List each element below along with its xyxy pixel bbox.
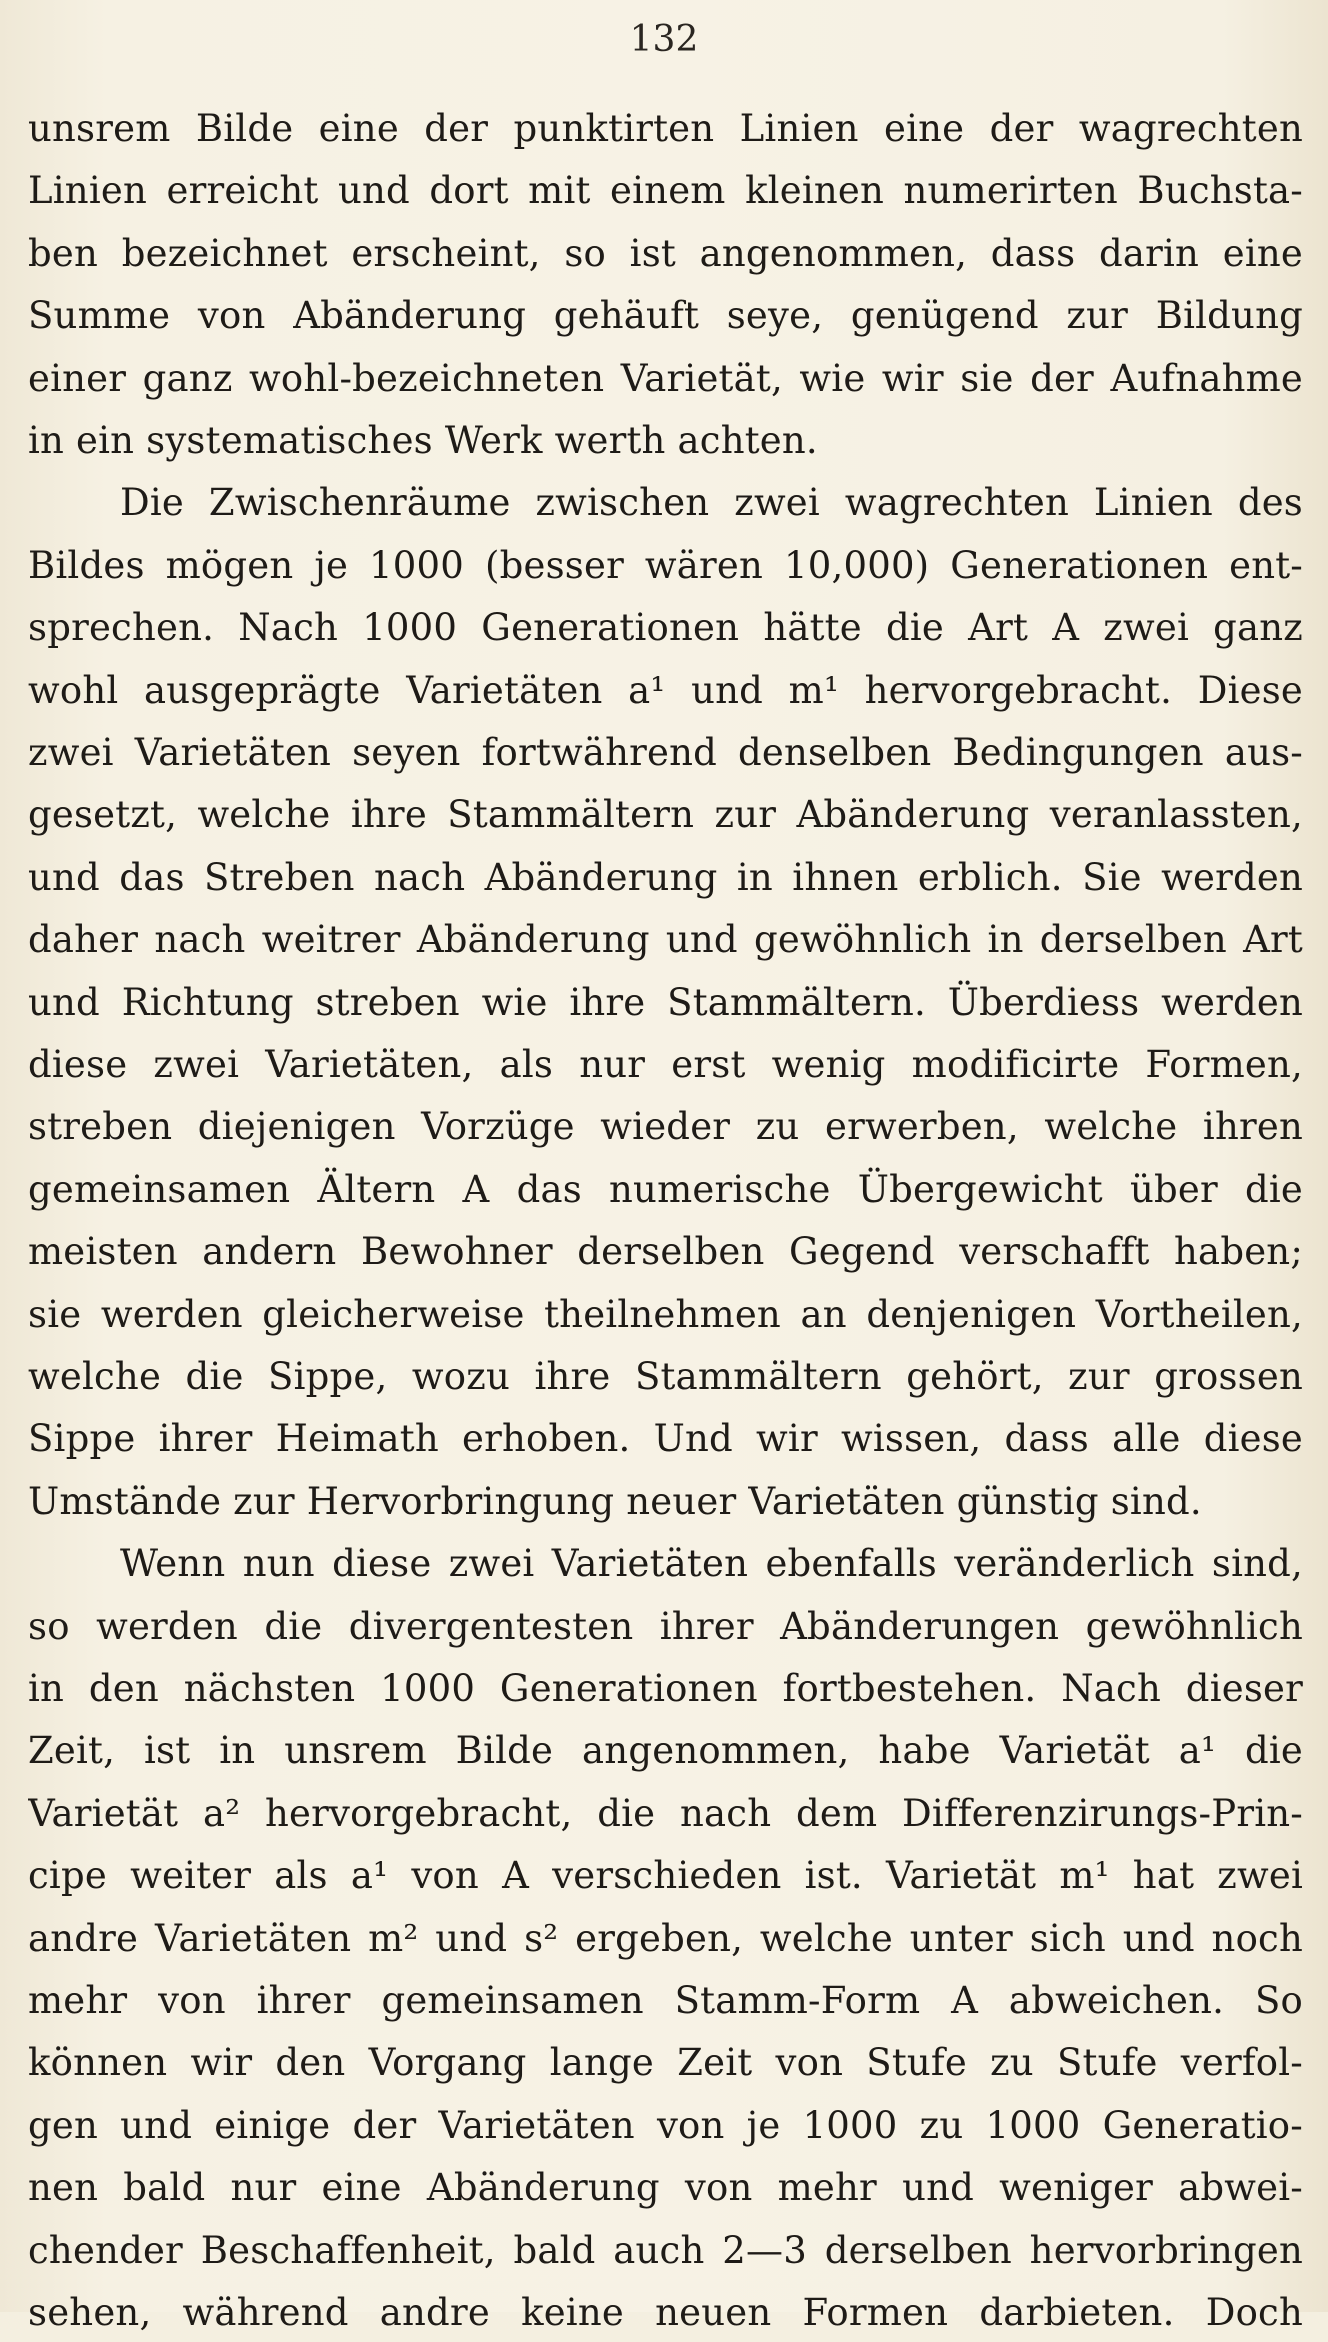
text-line: andre Varietäten m² und s² ergeben, welche unter sich und noch bbox=[28, 1916, 1303, 1960]
text-line: können wir den Vorgang lange Zeit von Stufe zu Stufe verfol- bbox=[28, 2041, 1303, 2085]
text-line: Varietät a² hervorgebracht, die nach dem Differenzirungs-Prin- bbox=[28, 1791, 1303, 1835]
text-line: sie werden gleicherweise theilnehmen an denjenigen Vortheilen, bbox=[28, 1292, 1303, 1336]
text-line: in ein systematisches Werk werth achten. bbox=[28, 419, 818, 462]
text-line: einer ganz wohl-bezeichneten Varietät, wie wir sie der Aufnahme bbox=[28, 356, 1303, 400]
text-line: unsrem Bilde eine der punktirten Linien eine der wagrechten bbox=[28, 107, 1303, 150]
page-number: 132 bbox=[629, 19, 699, 60]
text-line: Wenn nun diese zwei Varietäten ebenfalls veränderlich sind, bbox=[120, 1542, 1303, 1586]
text-line: Bildes mögen je 1000 (besser wären 10,000) Generationen ent- bbox=[28, 543, 1303, 587]
text-line: Die Zwischenräume zwischen zwei wagrechten Linien des bbox=[120, 481, 1303, 525]
text-line: Umstände zur Hervorbringung neuer Varietäten günstig sind. bbox=[28, 1479, 1202, 1523]
text-line: gesetzt, welche ihre Stammältern zur Abänderung veranlassten, bbox=[28, 793, 1303, 837]
text-line: gen und einige der Varietäten von je 1000 zu 1000 Generatio- bbox=[28, 2103, 1303, 2147]
text-line: und das Streben nach Abänderung in ihnen erblich. Sie werden bbox=[28, 855, 1303, 899]
text-line: gemeinsamen Ältern A das numerische Übergewicht über die bbox=[28, 1167, 1303, 1211]
text-line: Sippe ihrer Heimath erhoben. Und wir wissen, dass alle diese bbox=[28, 1417, 1303, 1461]
text-line: zwei Varietäten seyen fortwährend denselben Bedingungen aus- bbox=[28, 731, 1303, 774]
text-line: mehr von ihrer gemeinsamen Stamm-Form A abweichen. So bbox=[28, 1979, 1303, 2022]
text-line: und Richtung streben wie ihre Stammältern. Überdiess werden bbox=[28, 980, 1303, 1024]
text-line: sprechen. Nach 1000 Generationen hätte die Art A zwei ganz bbox=[28, 606, 1303, 650]
text-line: diese zwei Varietäten, als nur erst wenig modificirte Formen, bbox=[28, 1043, 1303, 1086]
text-line: Zeit, ist in unsrem Bilde angenommen, habe Varietät a¹ die bbox=[28, 1729, 1303, 1773]
text-line: daher nach weitrer Abänderung und gewöhnlich in derselben Art bbox=[28, 918, 1303, 962]
text-line: Linien erreicht und dort mit einem kleinen numerirten Buchsta- bbox=[28, 169, 1303, 213]
text-line: Summe von Abänderung gehäuft seye, genügend zur Bildung bbox=[28, 294, 1303, 338]
text-line: wohl ausgeprägte Varietäten a¹ und m¹ hervorgebracht. Diese bbox=[28, 668, 1303, 712]
text-line: ben bezeichnet erscheint, so ist angenommen, dass darin eine bbox=[28, 231, 1303, 275]
text-line: meisten andern Bewohner derselben Gegend verschafft haben; bbox=[28, 1230, 1303, 1274]
text-line: sehen, während andre keine neuen Formen darbieten. Doch bbox=[28, 2291, 1303, 2334]
text-line: welche die Sippe, wozu ihre Stammältern gehört, zur grossen bbox=[28, 1355, 1303, 1398]
text-line: nen bald nur eine Abänderung von mehr und weniger abwei- bbox=[28, 2166, 1303, 2210]
text-line: cipe weiter als a¹ von A verschieden ist. Varietät m¹ hat zwei bbox=[28, 1854, 1303, 1898]
text-line: in den nächsten 1000 Generationen fortbestehen. Nach dieser bbox=[28, 1667, 1303, 1710]
text-line: so werden die divergentesten ihrer Abänderungen gewöhnlich bbox=[28, 1604, 1303, 1648]
text-line: streben diejenigen Vorzüge wieder zu erwerben, welche ihren bbox=[28, 1105, 1303, 1149]
text-line: chender Beschaffenheit, bald auch 2—3 derselben hervorbringen bbox=[28, 2228, 1303, 2272]
